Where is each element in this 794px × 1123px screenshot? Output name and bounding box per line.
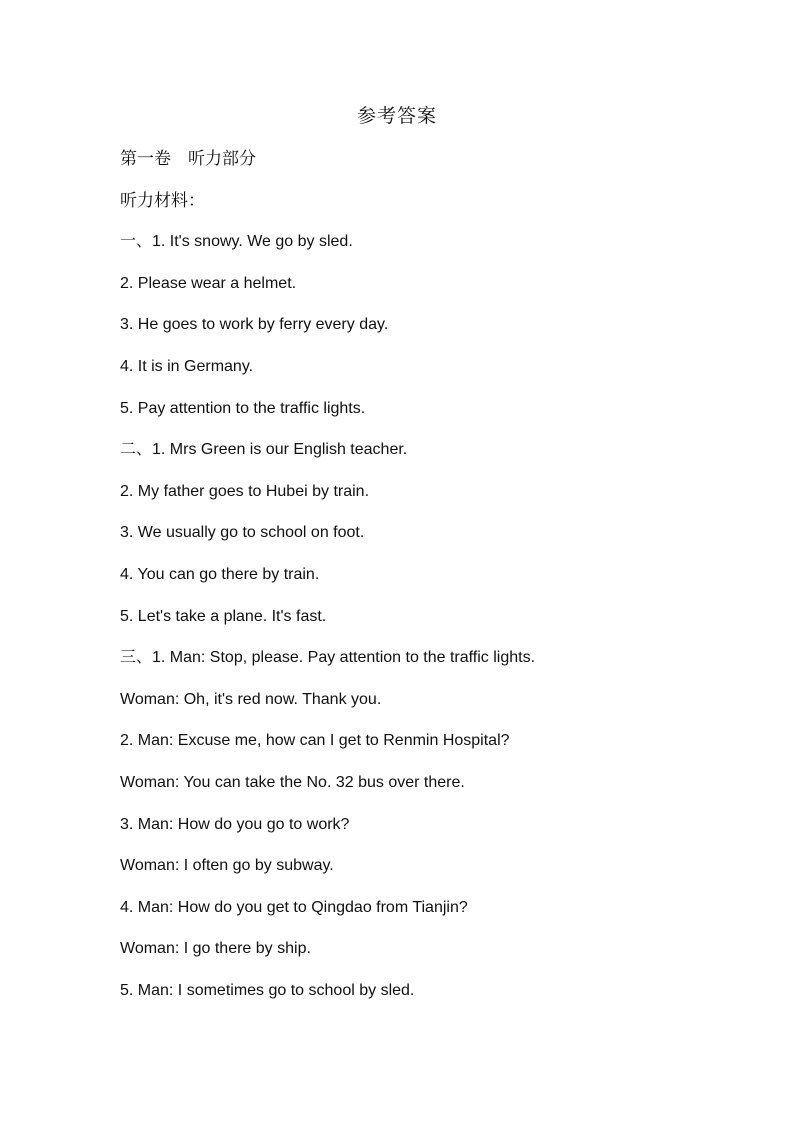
text-line: 2. Man: Excuse me, how can I get to Renmin Hospital? — [120, 732, 510, 750]
text-line: Woman: Oh, it's red now. Thank you. — [120, 690, 382, 708]
text-line: 4. You can go there by train. — [120, 565, 320, 583]
text-line: 2. My father goes to Hubei by train. — [120, 482, 370, 500]
section-heading: 第一卷 听力部分 — [120, 149, 256, 168]
text-line: 4. It is in Germany. — [120, 357, 254, 375]
text-line: 3. We usually go to school on foot. — [120, 524, 365, 542]
document-body — [120, 146, 720, 1019]
text-line: Woman: I often go by subway. — [120, 857, 334, 875]
text-line: 二、1. Mrs Green is our English teacher. — [120, 441, 408, 459]
text-line: Woman: You can take the No. 32 bus over there. — [120, 773, 465, 791]
text-line: Woman: I go there by ship. — [120, 940, 311, 958]
subsection-heading: 听力材料： — [120, 190, 205, 210]
text-line: 5. Pay attention to the traffic lights. — [120, 399, 366, 417]
text-line: 4. Man: How do you get to Qingdao from Tianjin? — [120, 898, 468, 916]
text-line: 5. Let's take a plane. It's fast. — [120, 607, 327, 625]
document-title: 参考答案 — [356, 106, 437, 127]
text-line: 3. He goes to work by ferry every day. — [120, 316, 389, 334]
text-line: 三、1. Man: Stop, please. Pay attention to the traffic lights. — [120, 649, 536, 667]
text-line: 2. Please wear a helmet. — [120, 274, 297, 292]
text-line: 一、1. It's snowy. We go by sled. — [120, 233, 353, 251]
text-line: 5. Man: I sometimes go to school by sled. — [120, 981, 415, 999]
text-line: 3. Man: How do you go to work? — [120, 815, 350, 833]
